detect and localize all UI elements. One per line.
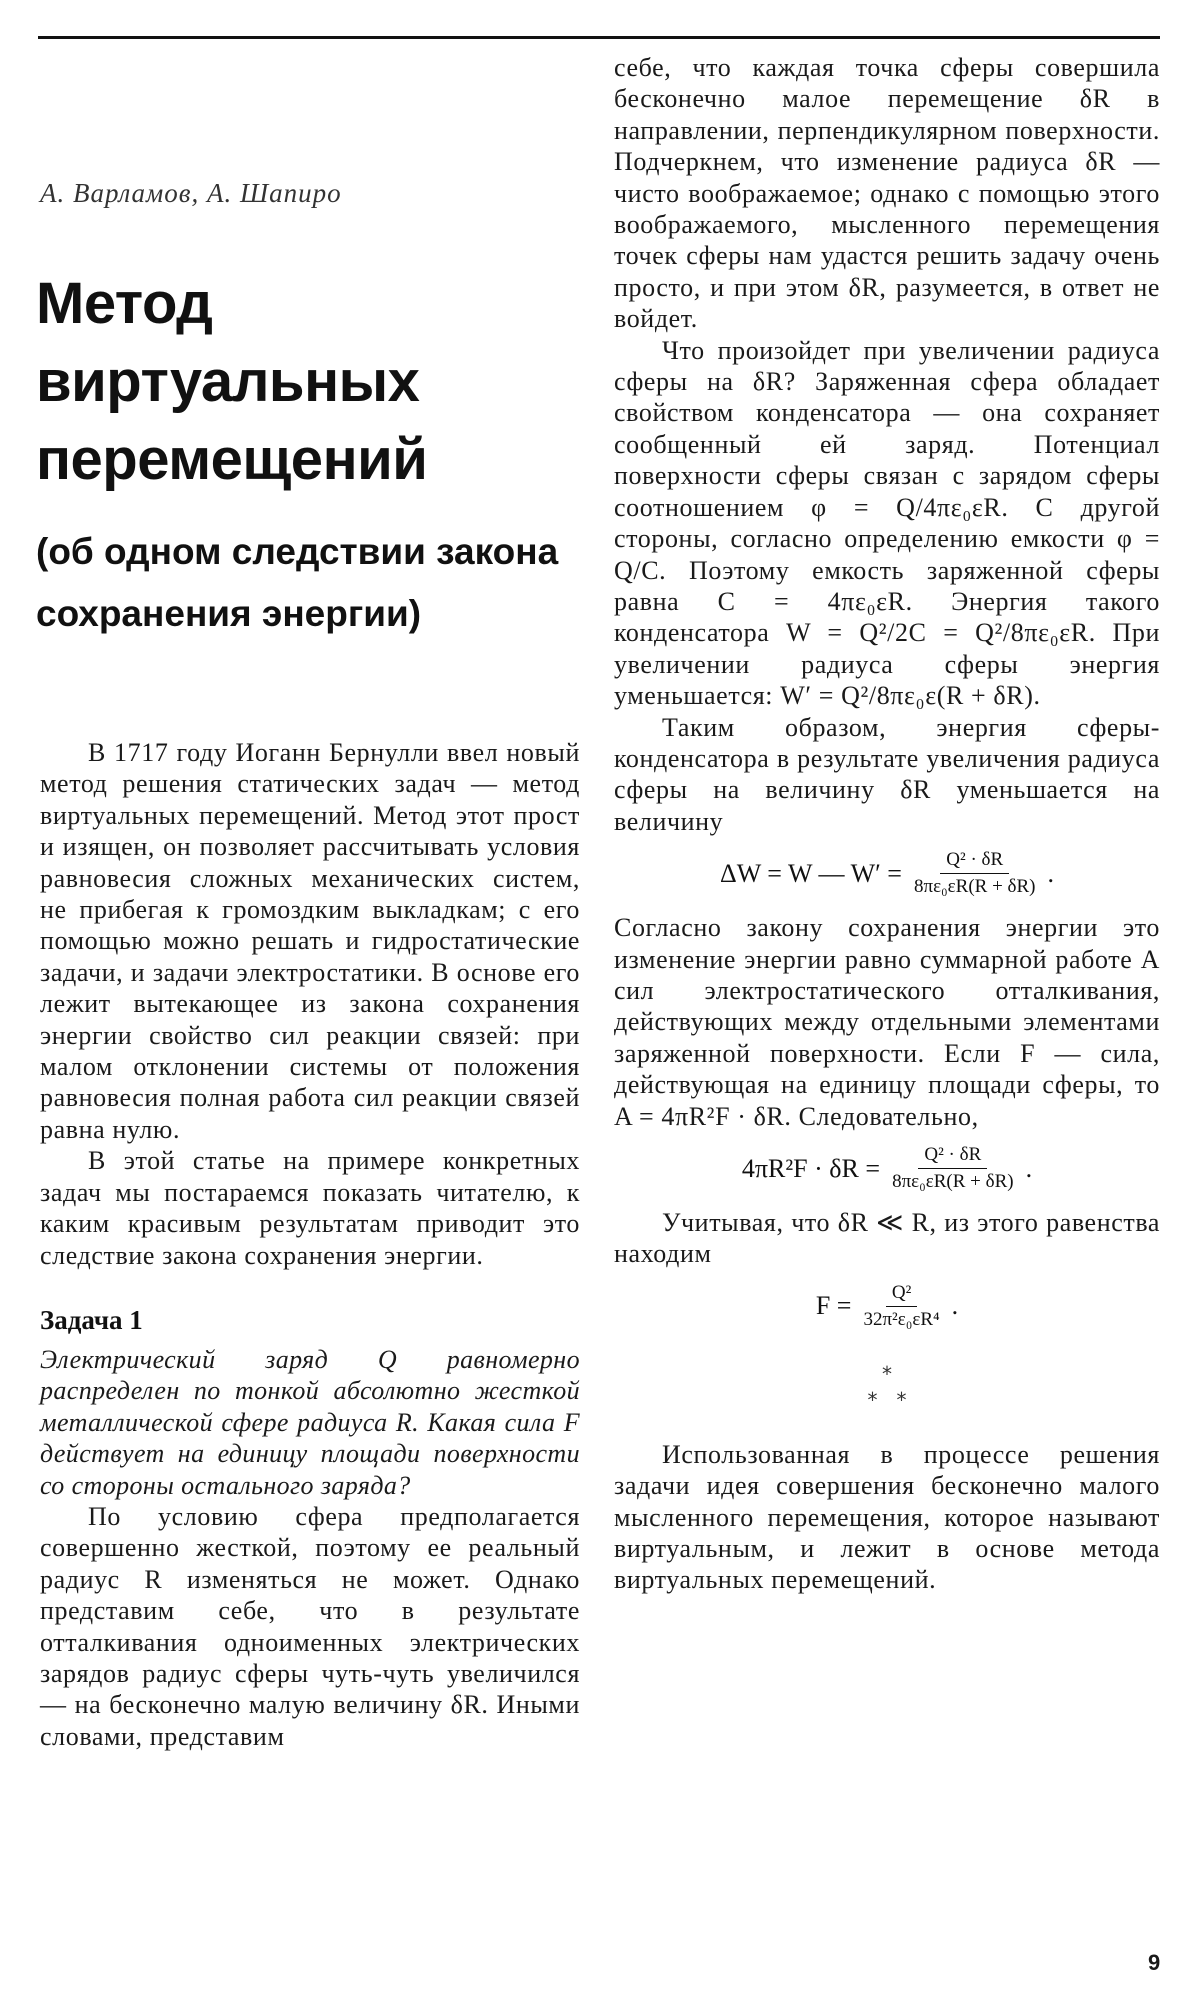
star-top: * — [882, 1361, 892, 1386]
solution-paragraph-2: Что произойдет при увеличении радиуса сферы на δR? Заряженная сфера обладает свойством конденсатора — она сохраняет сообщенный ей заряд. Потенциал поверхности сферы связан с зарядом сферы соотношением φ = Q/4πε₀εR. С другой стороны, согласно определению емкости φ = Q/C. Поэтому емкость заряженной сферы равна C = 4πε₀εR. Энергия такого конденсатора W = Q²/2C = Q²/8πε₀εR. При увеличении радиуса сферы энергия уменьшается: W′ = Q²/8πε₀ε(R + δR). — [614, 335, 1160, 711]
formula-2-tail: . — [1025, 1153, 1033, 1183]
solution-paragraph-3: Таким образом, энергия сферы-конденсатора в результате увеличения радиуса сферы на величину δR уменьшается на величину — [614, 712, 1160, 836]
star-bottom: * * — [867, 1387, 907, 1412]
solution-paragraph-1: себе, что каждая точка сферы совершила бесконечно малое перемещение δR в направлении, перпендикулярном поверхности. Подчеркнем, что изменение радиуса δR — чисто воображаемое; однако с помощью этого воображаемого, мысленного перемещения точек сферы нам удастся решить задачу очень просто, и при этом δR, разумеется, в ответ не войдет. — [614, 53, 1160, 334]
formula-3-denominator: 32π²ε₀εR⁴ — [863, 1308, 940, 1330]
formula-2-denominator: 8πε₀εR(R + δR) — [892, 1171, 1014, 1192]
solution-paragraph-6: Использованная в процессе решения задачи идея совершения бесконечно малого мысленного перемещения, которое называют виртуальным, и лежит в основе метода виртуальных перемещений. — [614, 1439, 1160, 1595]
formula-work-equality — [614, 1144, 1160, 1193]
formula-3-lhs: F = — [815, 1291, 852, 1321]
formula-1-lhs: ΔW = W — W′ = — [720, 858, 902, 888]
solution-paragraph-5: Учитывая, что δR ≪ R, из этого равенства находим — [614, 1208, 1160, 1269]
formula-1-tail: . — [1047, 858, 1054, 888]
section-divider-stars — [614, 1361, 1160, 1413]
formula-3-fraction — [857, 1282, 945, 1331]
article-title: Метод виртуальных перемещений — [36, 271, 428, 492]
problem-1-solution-start: По условию сфера предполагается совершенно жесткой, поэтому ее реальный радиус R изменяться не может. Однако представим себе, что в результате отталкивания одноименных электрических зарядов радиус сферы чуть-чуть увеличился — на бесконечно малую величину δR. Иными словами, представим — [40, 1501, 580, 1751]
intro-section — [40, 737, 580, 1271]
intro-paragraph-2: В этой статье на примере конкретных задач мы постараемся показать читателю, к каким красивым результатам приводит это следствие закона сохранения энергии. — [40, 1146, 580, 1270]
formula-3-numerator: Q² — [886, 1282, 917, 1307]
formula-force-result — [614, 1282, 1160, 1331]
formula-2-lhs: 4πR²F · δR = — [741, 1153, 881, 1183]
formula-2-fraction — [886, 1144, 1020, 1193]
formula-1-denominator: 8πε₀εR(R + δR) — [913, 876, 1036, 898]
intro-paragraph-1: В 1717 году Иоганн Бернулли ввел новый метод решения статических задач — метод виртуальных перемещений. Метод этот прост и изящен, он позволяет рассчитывать условия равновесия сложных механических систем, не прибегая к громоздким выкладкам; с его помощью можно решать и гидростатические задачи, и задачи электростатики. В основе его лежит вытекающее из закона сохранения энергии свойство сил реакции связей: при малом отклонении системы от положения равновесия полная работа сил реакции связей равна нулю. — [40, 738, 580, 1144]
authors: А. Варламов, А. Шапиро — [40, 178, 342, 208]
problem-1-statement: Электрический заряд Q равномерно распределен по тонкой абсолютно жесткой металлической сфере радиуса R. Какая сила F действует на единицу площади поверхности со стороны остального заряда? — [40, 1344, 580, 1500]
article-subtitle: (об одном следствии закона сохранения энергии) — [36, 531, 559, 634]
formula-1-fraction — [908, 849, 1042, 898]
right-column — [614, 52, 1160, 1596]
top-rule — [38, 36, 1160, 39]
formula-1-numerator: Q² · δR — [940, 849, 1009, 874]
problem-1-heading: Задача 1 — [40, 1304, 143, 1335]
formula-2-numerator: Q² · δR — [918, 1144, 987, 1169]
left-column — [36, 70, 580, 1752]
formula-3-tail: . — [951, 1291, 959, 1321]
page-number: 9 — [1148, 1950, 1161, 1975]
solution-paragraph-4: Согласно закону сохранения энергии это изменение энергии равно суммарной работе A сил электростатического отталкивания, действующих между отдельными элементами заряженной поверхности. Если F — сила, действующая на единицу площади сферы, то A = 4πR²F · δR. Следовательно, — [614, 913, 1160, 1131]
formula-energy-change — [614, 849, 1160, 898]
